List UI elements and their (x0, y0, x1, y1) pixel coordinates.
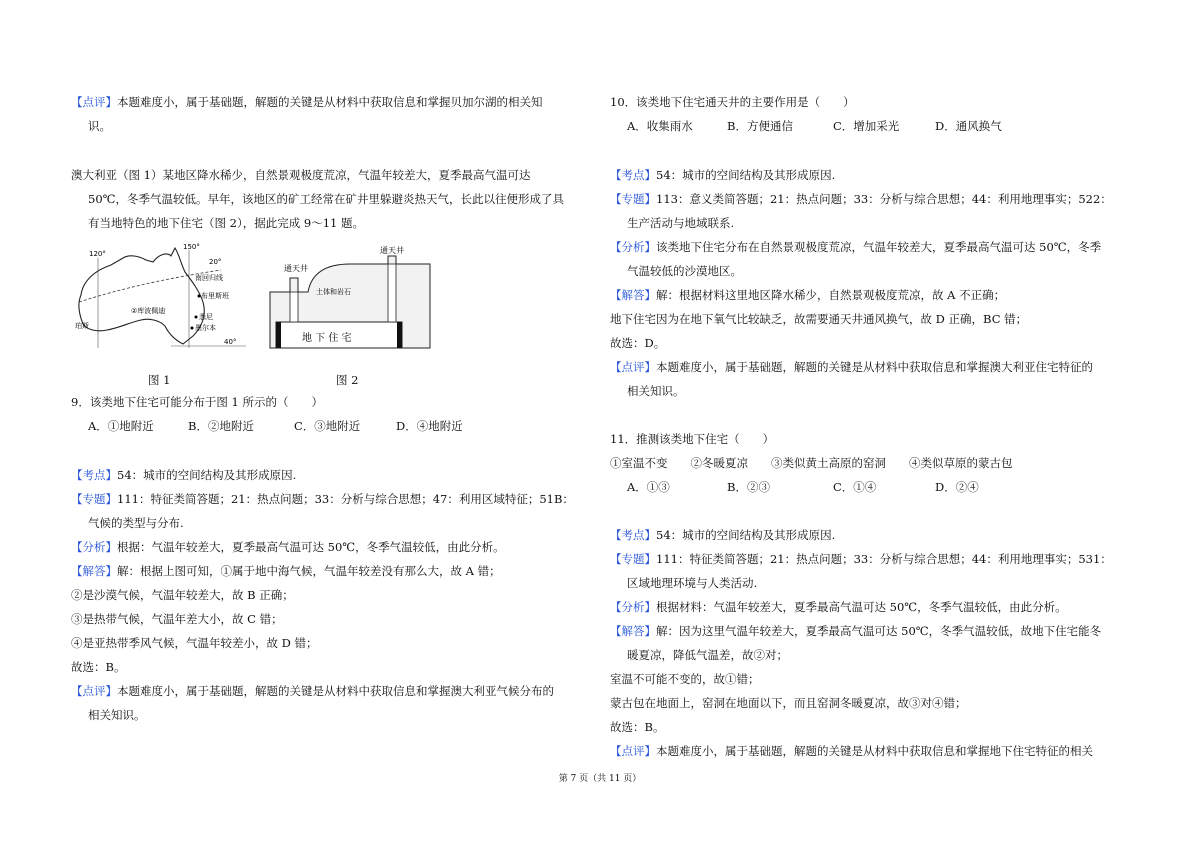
lat-40-label: 40° (224, 338, 237, 346)
intro-line-2: 50℃，冬季气温较低。早年，该地区的矿工经常在矿井里躲避炎热天气，长此以往便形成了具 (88, 192, 564, 206)
skylight-left-label: 通天井 (284, 264, 308, 273)
q11-stem: 11．推测该类地下住宅（ ） (610, 432, 775, 446)
q10-zhuanti: 【专题】113：意义类简答题；21：热点问题；33：分析与综合思想；44：利用地理事实；522： (610, 192, 1112, 206)
q11-option-a: A．①③ (627, 480, 670, 494)
q10-options (610, 114, 1147, 138)
q10-kaodian: 【考点】54：城市的空间结构及其形成原因. (610, 168, 836, 182)
q11-option-b: B．②③ (727, 480, 770, 494)
q11-choice: 故选：B。 (610, 720, 665, 734)
place-melbourne-label: 墨尔本 (195, 324, 216, 332)
q9-zhuanti-cont: 气候的类型与分布. (88, 516, 184, 530)
q10-jieda: 【解答】解：根据材料这里地区降水稀少，自然景观极度荒凉，故 A 不正确； (610, 288, 1006, 302)
q10-fenxi: 【分析】该类地下住宅分布在自然景观极度荒凉，气温年较差大，夏季最高气温可达 50℃，冬季 (610, 240, 1102, 254)
q11-fenxi: 【分析】根据材料：气温年较差大，夏季最高气温可达 50℃，冬季气温较低，由此分析。 (610, 600, 1067, 614)
lat-20-label: 20° (209, 258, 222, 266)
q9-option-d: D．④地附近 (396, 419, 463, 433)
q9-zhuanti: 【专题】111：特征类简答题；21：热点问题；33：分析与综合思想；47：利用区域特征；51B： (71, 492, 574, 506)
place-perth-label: 珀斯 (75, 322, 89, 330)
place-2-label: ②库波佩迪 (131, 307, 166, 315)
q9-choice: 故选：B。 (71, 660, 126, 674)
q11-option-c: C．①④ (833, 480, 877, 494)
q10-option-c: C．增加采光 (833, 119, 900, 133)
q10-option-a: A．收集雨水 (627, 119, 693, 133)
q9-line-b: ②是沙漠气候，气温年较差大，故 B 正确； (71, 588, 294, 602)
q10-option-b: B．方便通信 (727, 119, 793, 133)
house-label: 地 下 住 宅 (302, 333, 352, 344)
q9-option-c: C．③地附近 (294, 419, 361, 433)
q9-option-a: A．①地附近 (88, 419, 154, 433)
q9-dianping-cont: 相关知识。 (88, 708, 146, 722)
figure-1-caption: 图 1 (148, 373, 171, 387)
q10-fenxi-cont: 气温较低的沙漠地区。 (627, 264, 742, 278)
place-sydney-label: 悉尼 (199, 313, 213, 321)
figure-2-caption: 图 2 (336, 373, 359, 387)
intro-line-1: 澳大利亚（图 1）某地区降水稀少，自然景观极度荒凉，气温年较差大，夏季最高气温可达 (71, 168, 531, 182)
q9-line-d: ④是亚热带季风气候，气温年较差小，故 D 错； (71, 636, 318, 650)
q9-jieda: 【解答】解：根据上图可知，①属于地中海气候，气温年较差没有那么大，故 A 错； (71, 564, 501, 578)
q9-option-b: B．②地附近 (188, 419, 254, 433)
q11-zhuanti: 【专题】111：特征类简答题；21：热点问题；33：分析与综合思想；44：利用地理事实；531： (610, 552, 1112, 566)
q9-fenxi: 【分析】根据：气温年较差大，夏季最高气温可达 50℃，冬季气温较低，由此分析。 (71, 540, 505, 554)
q11-option-d: D．②④ (935, 480, 979, 494)
q11-jieda-cont: 暖夏凉，降低气温差，故②对； (627, 648, 788, 662)
q9-kaodian: 【考点】54：城市的空间结构及其形成原因. (71, 468, 297, 482)
q11-dianping: 【点评】本题难度小，属于基础题，解题的关键是从材料中获取信息和掌握地下住宅特征的相关 (610, 744, 1093, 758)
q10-stem: 10．该类地下住宅通天井的主要作用是（ ） (610, 95, 855, 109)
q10-dianping: 【点评】本题难度小，属于基础题，解题的关键是从材料中获取信息和掌握澳大利亚住宅特征的 (610, 360, 1093, 374)
lon-120-label: 120° (89, 250, 106, 258)
tropic-label: 南回归线 (195, 274, 223, 282)
figure-2-underground-house (268, 242, 434, 352)
q11-jieda: 【解答】解：因为这里气温年较差大，夏季最高气温可达 50℃，冬季气温较低，故地下住宅能冬 (610, 624, 1102, 638)
q11-options (610, 475, 1147, 499)
q10-zhuanti-cont: 生产活动与地域联系. (627, 216, 735, 230)
q9-dianping: 【点评】本题难度小，属于基础题，解题的关键是从材料中获取信息和掌握澳大利亚气候分布的 (71, 684, 554, 698)
figure-1-australia-map (71, 240, 246, 358)
q10-option-d: D．通风换气 (935, 119, 1002, 133)
q11-statements: ①室温不变 ②冬暖夏凉 ③类似黄土高原的窑洞 ④类似草原的蒙古包 (610, 456, 1013, 470)
comment-q8-cont: 识。 (88, 119, 111, 133)
q10-line-d: 地下住宅因为在地下氧气比较缺乏，故需要通天井通风换气，故 D 正确，BC 错； (610, 312, 1028, 326)
q10-dianping-cont: 相关知识。 (627, 384, 685, 398)
q11-line-2: 蒙古包在地面上，窑洞在地面以下，而且窑洞冬暖夏凉，故③对④错； (610, 696, 967, 710)
q10-choice: 故选：D。 (610, 336, 666, 350)
rock-label: 土体和岩石 (316, 288, 351, 296)
lon-150-label: 150° (183, 243, 200, 251)
q9-line-c: ③是热带气候，气温年差大小，故 C 错； (71, 612, 283, 626)
place-brisbane-label: 布里斯班 (201, 292, 229, 300)
q11-line-1: 室温不可能不变的，故①错； (610, 672, 760, 686)
q11-kaodian: 【考点】54：城市的空间结构及其形成原因. (610, 528, 836, 542)
comment-tag: 【点评】 (71, 95, 117, 109)
intro-line-3: 有当地特色的地下住宅（图 2），据此完成 9～11 题。 (88, 216, 364, 230)
page-number: 第 7 页（共 11 页） (558, 774, 642, 784)
skylight-right-label: 通天井 (380, 246, 404, 255)
q9-stem: 9．该类地下住宅可能分布于图 1 所示的（ ） (71, 395, 323, 409)
q11-zhuanti-cont: 区域地理环境与人类活动. (627, 576, 758, 590)
q9-options (71, 414, 608, 438)
comment-q8: 【点评】本题难度小，属于基础题，解题的关键是从材料中获取信息和掌握贝加尔湖的相关知 (71, 95, 543, 109)
